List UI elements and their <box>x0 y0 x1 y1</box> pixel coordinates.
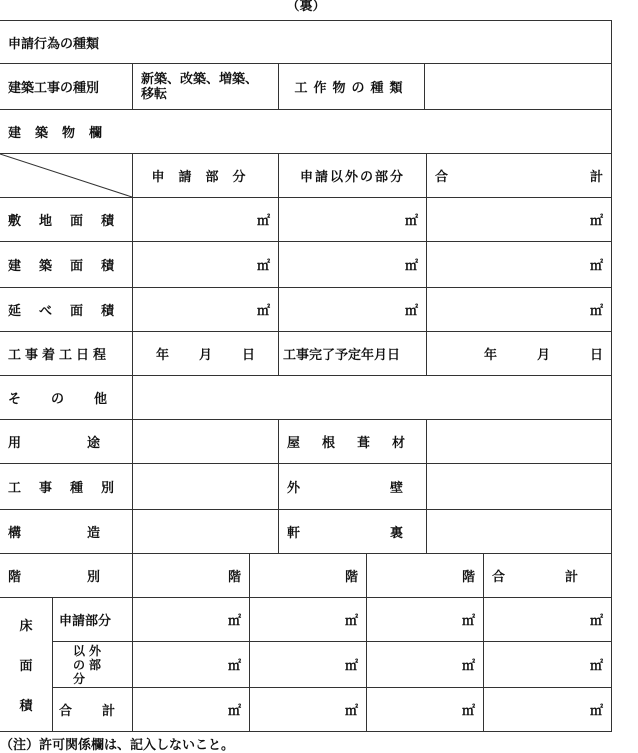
footnote: （注）許可関係欄は、記入しないこと。 <box>0 738 235 753</box>
applied-f1[interactable] <box>133 598 250 642</box>
other-total[interactable] <box>484 642 612 688</box>
site-area-applied[interactable] <box>133 198 279 242</box>
roof-material-value[interactable] <box>427 420 612 464</box>
usage-label <box>0 420 167 464</box>
structure-value[interactable] <box>133 510 279 554</box>
other-text: その他 <box>8 392 138 407</box>
unit-m2: ㎡ <box>461 659 475 674</box>
floor-unit: 階 <box>344 570 358 585</box>
unit-m2: ㎡ <box>589 614 603 629</box>
structure-type-label <box>279 64 425 110</box>
roof-material-text: 屋根葺材 <box>287 436 428 451</box>
structure-type-text: 工作物の種類 <box>294 81 409 96</box>
other-part-label <box>53 642 133 688</box>
other-value[interactable] <box>133 376 612 420</box>
total-f1[interactable] <box>133 688 250 732</box>
total-f3[interactable] <box>367 688 484 732</box>
work-type-value[interactable] <box>133 464 279 510</box>
unit-m2: ㎡ <box>256 214 270 229</box>
eaves-value[interactable] <box>427 510 612 554</box>
construction-type-text: 建築工事の種別 <box>8 81 100 96</box>
unit-m2: ㎡ <box>256 259 270 274</box>
site-area-other[interactable] <box>279 198 427 242</box>
col-total-text <box>435 166 603 185</box>
exterior-wall-text: 外壁 <box>287 481 494 496</box>
floor-area-vertical-label <box>0 598 53 732</box>
applied-part-text: 申請部分 <box>59 614 112 629</box>
eaves-text: 軒裏 <box>287 526 494 541</box>
unit-m2: ㎡ <box>344 659 358 674</box>
floor-area-other[interactable] <box>279 288 427 332</box>
work-type-label <box>0 464 133 510</box>
unit-m2: ㎡ <box>344 704 358 719</box>
building-section-text: 建築物欄 <box>8 126 117 141</box>
month-label: 月 <box>536 348 550 363</box>
floor-area-total[interactable] <box>427 288 612 332</box>
application-type-text: 申請行為の種類 <box>8 36 100 52</box>
applied-part-label <box>53 598 133 642</box>
construction-type-options[interactable] <box>133 64 279 110</box>
col-other-header <box>279 154 427 198</box>
eaves-label <box>279 510 494 554</box>
unit-m2: ㎡ <box>461 704 475 719</box>
roof-material-label <box>279 420 427 464</box>
unit-m2: ㎡ <box>404 259 418 274</box>
unit-m2: ㎡ <box>344 614 358 629</box>
day-label: 日 <box>589 348 603 363</box>
building-area-label <box>0 242 133 288</box>
applied-f2[interactable] <box>250 598 367 642</box>
end-date-label <box>279 332 427 376</box>
other-part-text: 以外の部分 <box>73 643 106 686</box>
structure-type-value[interactable] <box>425 64 612 110</box>
floor-area-char-a: 床 <box>19 618 33 634</box>
site-area-total[interactable] <box>427 198 612 242</box>
construction-type-options-text: 新築、改築、増築、移転 <box>141 71 259 102</box>
application-form <box>0 20 638 732</box>
structure-text: 構造 <box>8 526 167 541</box>
total-total[interactable] <box>484 688 612 732</box>
unit-m2: ㎡ <box>227 704 241 719</box>
unit-m2: ㎡ <box>589 304 603 319</box>
floor-unit: 階 <box>227 570 241 585</box>
unit-m2: ㎡ <box>227 614 241 629</box>
start-date-label <box>0 332 133 376</box>
month-label: 月 <box>198 348 212 363</box>
unit-m2: ㎡ <box>589 214 603 229</box>
total-part-text: 合計 <box>59 704 146 719</box>
floor-area-text: 延べ面積 <box>8 304 133 319</box>
building-area-text: 建築面積 <box>8 259 133 274</box>
applied-total[interactable] <box>484 598 612 642</box>
floor-col-1[interactable] <box>133 554 250 598</box>
other-f1[interactable] <box>133 642 250 688</box>
year-label: 年 <box>483 348 497 363</box>
application-type-label <box>0 20 612 64</box>
exterior-wall-value[interactable] <box>427 464 612 510</box>
end-date-text: 工事完了予定年月日 <box>283 348 401 363</box>
floor-col-2[interactable] <box>250 554 367 598</box>
applied-f3[interactable] <box>367 598 484 642</box>
floor-col-total <box>484 554 638 598</box>
start-date-text: 工事着工日程 <box>8 348 111 363</box>
total-f2[interactable] <box>250 688 367 732</box>
start-date-value[interactable] <box>133 332 279 376</box>
day-label: 日 <box>241 348 255 363</box>
other-f3[interactable] <box>367 642 484 688</box>
floor-label <box>0 554 167 598</box>
work-type-text: 工事種別 <box>8 481 133 496</box>
col-total-header <box>427 154 612 198</box>
year-label: 年 <box>155 348 169 363</box>
building-area-other[interactable] <box>279 242 427 288</box>
floor-col-3[interactable] <box>367 554 484 598</box>
building-area-total[interactable] <box>427 242 612 288</box>
other-label <box>0 376 138 420</box>
usage-text: 用途 <box>8 436 167 451</box>
unit-m2: ㎡ <box>589 259 603 274</box>
col-applied-header <box>133 154 279 198</box>
usage-value[interactable] <box>133 420 279 464</box>
floor-label-text: 階別 <box>8 570 167 585</box>
exterior-wall-label <box>279 464 494 510</box>
unit-m2: ㎡ <box>227 659 241 674</box>
site-area-text: 敷地面積 <box>8 214 133 229</box>
col-applied-text: 申請部分 <box>151 170 260 185</box>
unit-m2: ㎡ <box>404 214 418 229</box>
building-section-label <box>0 110 612 154</box>
col-other-text: 申請以外の部分 <box>299 170 405 185</box>
structure-label <box>0 510 167 554</box>
unit-m2: ㎡ <box>404 304 418 319</box>
floor-area-label <box>0 288 133 332</box>
floor-area-char-b: 面 <box>19 658 33 674</box>
col-total-char: 計 <box>589 170 603 185</box>
unit-m2: ㎡ <box>589 704 603 719</box>
site-area-label <box>0 198 133 242</box>
floor-unit: 階 <box>461 570 475 585</box>
unit-m2: ㎡ <box>461 614 475 629</box>
total-part-label <box>53 688 146 732</box>
col-total-char: 合 <box>435 170 449 185</box>
unit-m2: ㎡ <box>256 304 270 319</box>
floor-total-text: 合計 <box>492 570 638 585</box>
floor-area-applied[interactable] <box>133 288 279 332</box>
other-f2[interactable] <box>250 642 367 688</box>
page-header: （裏） <box>286 0 326 14</box>
end-date-value[interactable] <box>427 332 612 376</box>
diagonal-line <box>0 154 132 197</box>
diagonal-header-cell <box>0 154 133 198</box>
unit-m2: ㎡ <box>589 659 603 674</box>
building-area-applied[interactable] <box>133 242 279 288</box>
construction-type-label <box>0 64 133 110</box>
floor-area-char-c: 積 <box>19 699 33 715</box>
